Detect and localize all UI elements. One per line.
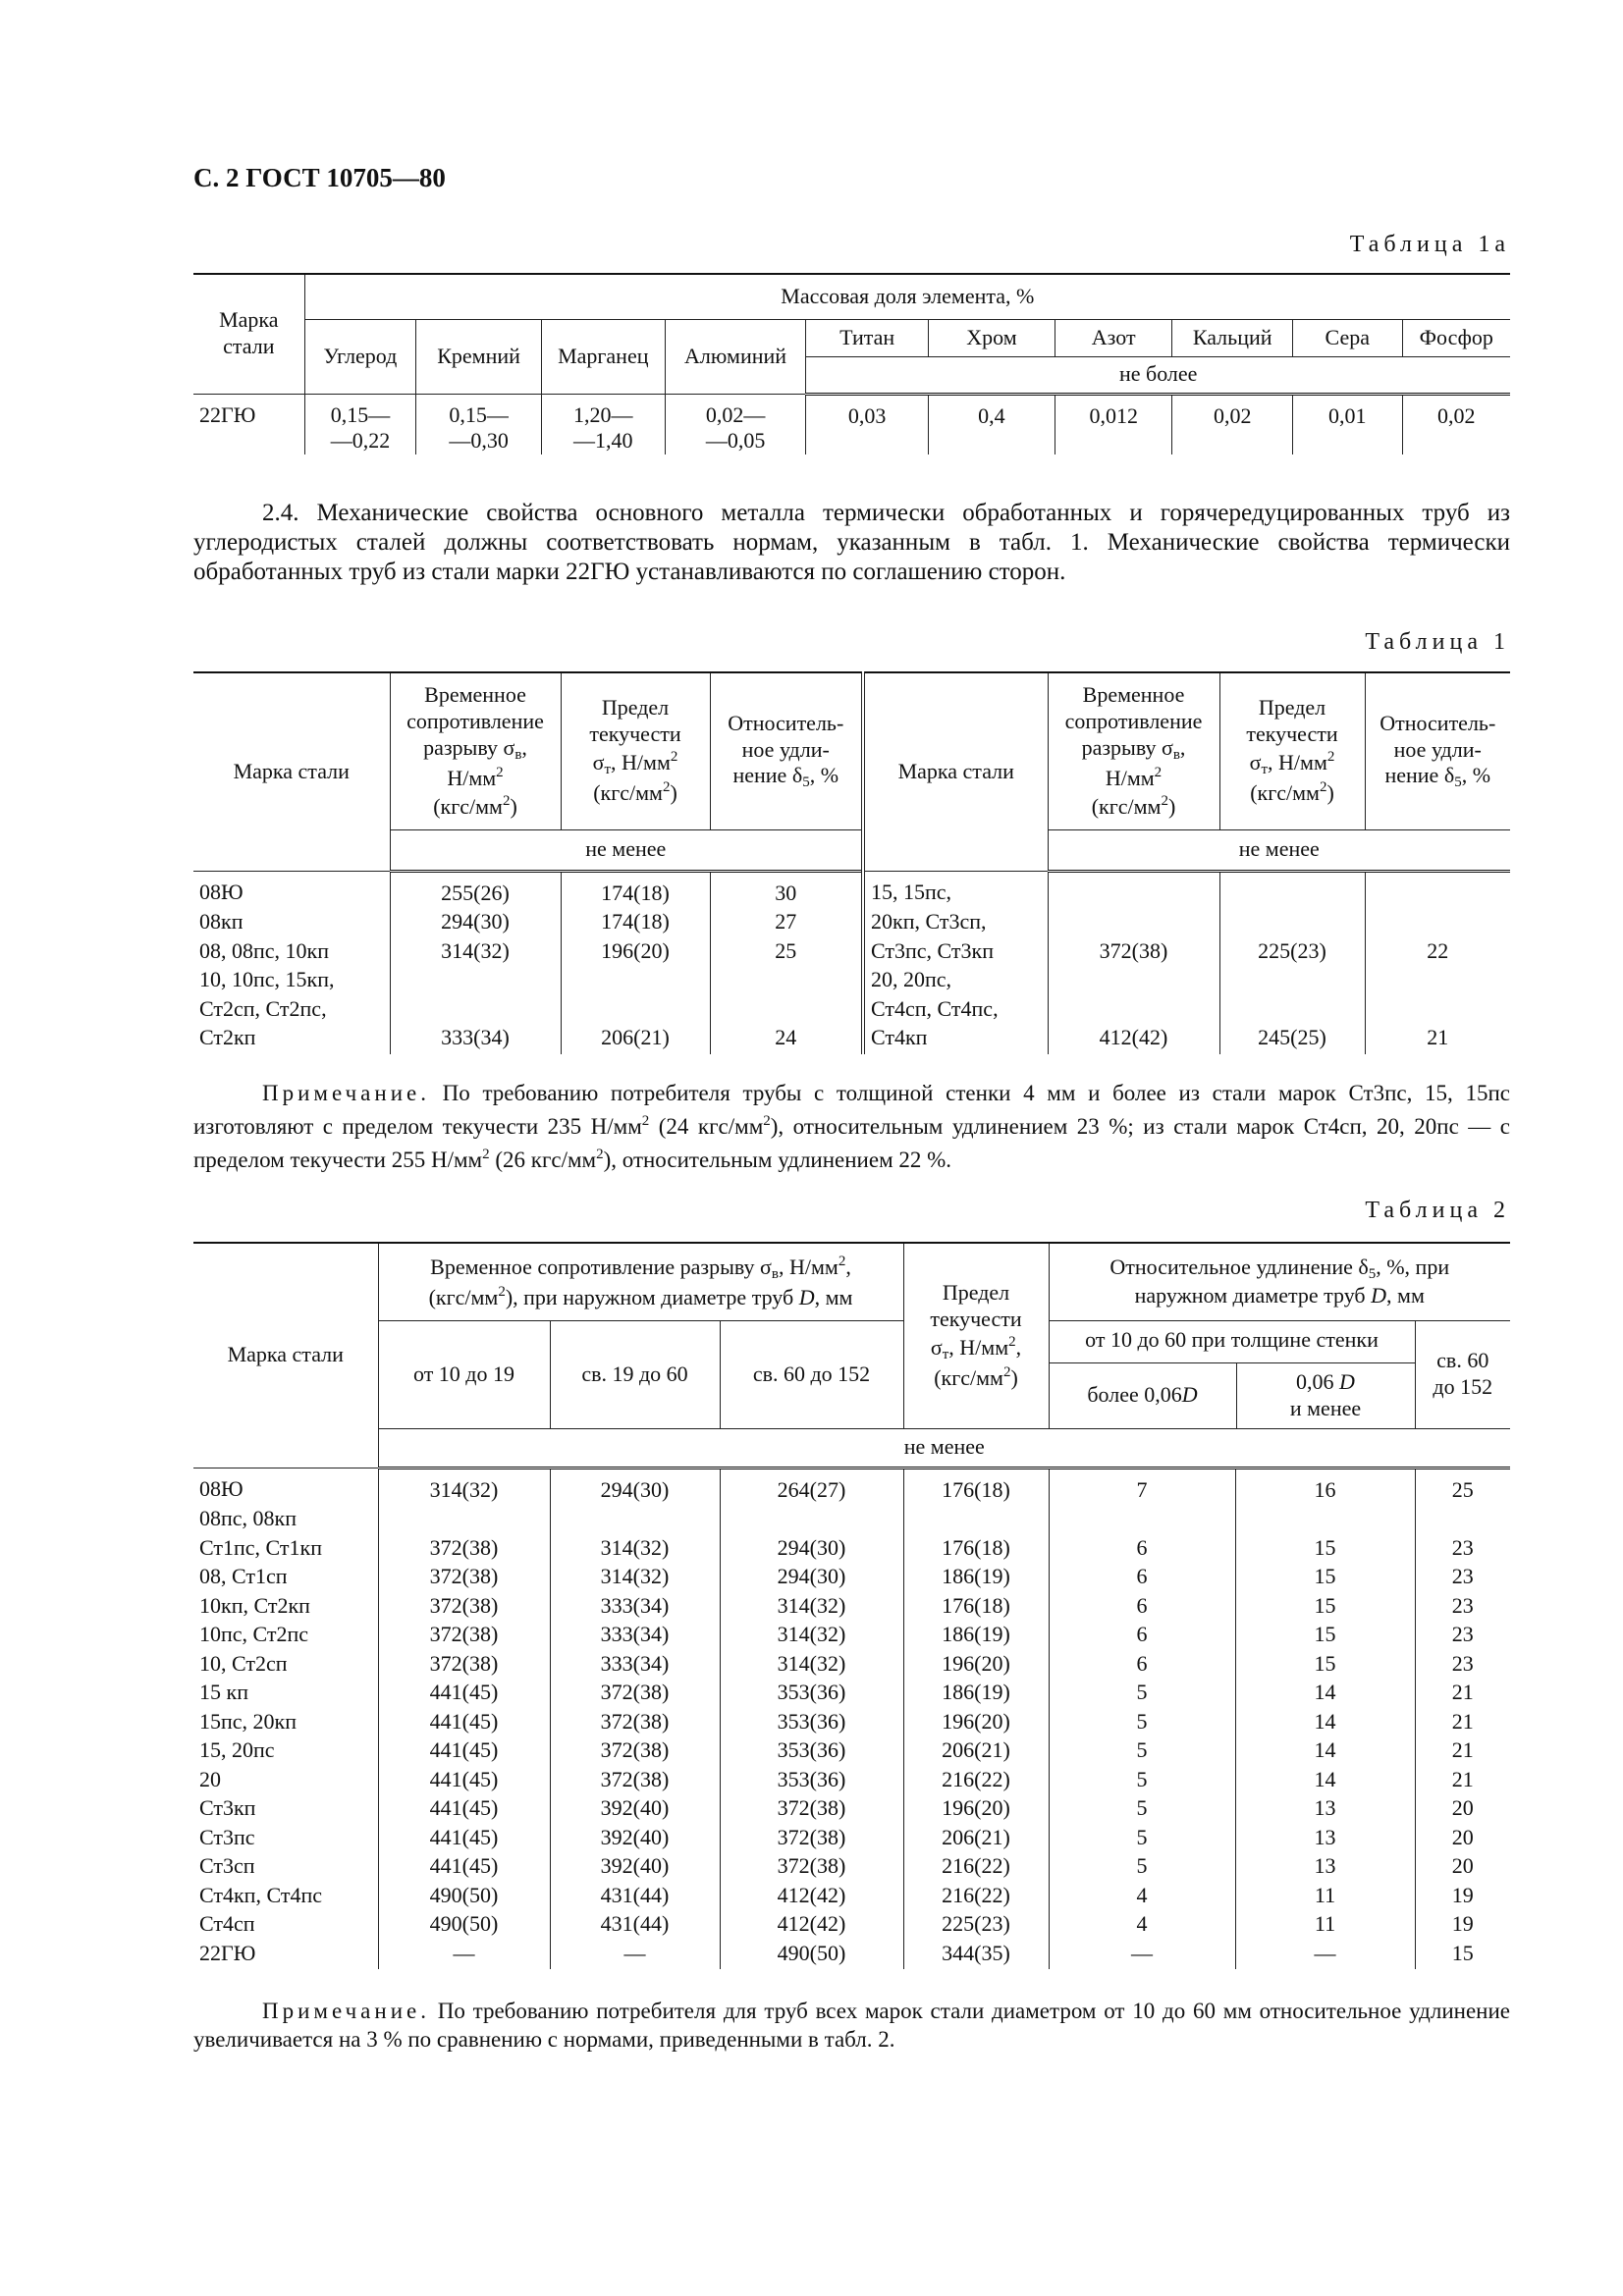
elong-wall-more-cell: 5	[1049, 1680, 1235, 1709]
table-row	[193, 1709, 1510, 1738]
grade-cell: Ст4сп, Ст4пс,	[863, 996, 1048, 1026]
col-header-min: не менее	[378, 1428, 1510, 1468]
elong-wall-less-cell: 14	[1235, 1737, 1415, 1767]
strength-d60-152-cell: 353(36)	[720, 1680, 903, 1709]
strength-cell	[390, 996, 561, 1026]
table-row	[193, 1853, 1510, 1883]
elong-wall-more-cell: 6	[1049, 1651, 1235, 1681]
col-header-yield-strength: Предел текучести $\sigma_т$, $Н/мм^2$, $(кгс/мм^2)$	[903, 1243, 1049, 1428]
note-2: Примечание. По требованию потребителя для труб всех марок стали диаметром от 10 до 60 мм относительное удлинение увеличивается на 3 % по сравнению с нормами, приведенными в табл. 2.	[193, 1999, 1510, 2052]
col-header-calcium: Кальций	[1172, 319, 1293, 356]
grade-cell: 15пс, 20кп	[193, 1709, 378, 1738]
elong-wall-less-cell: 14	[1235, 1709, 1415, 1738]
elong-wall-less-cell: 13	[1235, 1795, 1415, 1825]
table-1-body	[193, 871, 1510, 1054]
elong-d60-152-cell: 21	[1415, 1737, 1510, 1767]
strength-d10-19-cell: 314(32)	[378, 1468, 550, 1506]
strength-d60-152-cell: 372(38)	[720, 1795, 903, 1825]
elong-wall-more-cell: —	[1049, 1941, 1235, 1970]
col-header-elongation-2: Относитель- ное удли- нение $\delta_5$, %	[1365, 672, 1510, 829]
table-row	[193, 394, 1510, 454]
chromium-cell: 0,4	[928, 394, 1055, 454]
elong-wall-less-cell: 15	[1235, 1622, 1415, 1651]
yield-cell: 174(18)	[561, 871, 710, 909]
col-header-carbon: Углерод	[304, 319, 416, 394]
strength-d60-152-cell: 490(50)	[720, 1941, 903, 1970]
grade-cell: Ст1пс, Ст1кп	[193, 1535, 378, 1565]
strength-cell: 412(42)	[1048, 1025, 1219, 1054]
grade-cell: 15 кп	[193, 1680, 378, 1709]
elong-wall-less-cell: 14	[1235, 1680, 1415, 1709]
grade-cell: 10, 10пс, 15кп,	[193, 967, 390, 996]
col-header-nitrogen: Азот	[1055, 319, 1171, 356]
strength-d19-60-cell: 314(32)	[550, 1564, 720, 1593]
strength-cell: 294(30)	[390, 909, 561, 938]
note-label: Примечание.	[262, 1081, 430, 1105]
strength-d10-19-cell: 441(45)	[378, 1680, 550, 1709]
elong-d60-152-cell: 21	[1415, 1767, 1510, 1796]
col-header-wall-thickness: от 10 до 60 при толщине стенки более 0,06 D 0,06 D и менее	[1049, 1320, 1415, 1428]
manganese-cell: 1,20— —1,40	[541, 394, 665, 454]
grade-cell: 10пс, Ст2пс	[193, 1622, 378, 1651]
elongation-cell: 25	[710, 938, 863, 968]
elong-d60-152-cell: 19	[1415, 1911, 1510, 1941]
yield-cell: 174(18)	[561, 909, 710, 938]
table-row	[193, 909, 1510, 938]
strength-d19-60-cell: 392(40)	[550, 1795, 720, 1825]
strength-cell	[1048, 996, 1219, 1026]
col-header-d-19-60: св. 19 до 60	[550, 1320, 720, 1428]
strength-d60-152-cell: 372(38)	[720, 1853, 903, 1883]
strength-d19-60-cell: 372(38)	[550, 1680, 720, 1709]
yield-cell: 216(22)	[903, 1767, 1049, 1796]
col-header-min-2: не менее	[1048, 829, 1510, 871]
col-header-wall-less: 0,06 D и менее	[1289, 1368, 1362, 1420]
table-1a	[193, 273, 1510, 454]
strength-d60-152-cell: 372(38)	[720, 1825, 903, 1854]
col-header-min: не менее	[390, 829, 863, 871]
table-row	[193, 1506, 1510, 1535]
table-row	[193, 1825, 1510, 1854]
grade-cell: 10кп, Ст2кп	[193, 1593, 378, 1623]
elong-wall-more-cell: 6	[1049, 1535, 1235, 1565]
elong-wall-more-cell: 5	[1049, 1853, 1235, 1883]
yield-cell: 206(21)	[903, 1825, 1049, 1854]
elong-wall-less-cell	[1235, 1506, 1415, 1535]
strength-d10-19-cell: 441(45)	[378, 1767, 550, 1796]
grade-cell: 15, 20пс	[193, 1737, 378, 1767]
elong-d60-152-cell: 23	[1415, 1564, 1510, 1593]
grade-cell: Ст3пс, Ст3кп	[863, 938, 1048, 968]
grade-cell: 10, Ст2сп	[193, 1651, 378, 1681]
elong-wall-less-cell: 11	[1235, 1911, 1415, 1941]
strength-cell: 372(38)	[1048, 938, 1219, 968]
elong-d60-152-cell: 23	[1415, 1651, 1510, 1681]
elong-d60-152-cell: 21	[1415, 1709, 1510, 1738]
grade-cell: 08, 08пс, 10кп	[193, 938, 390, 968]
strength-d10-19-cell: 441(45)	[378, 1709, 550, 1738]
grade-cell: 15, 15пс,	[863, 871, 1048, 909]
elong-d60-152-cell: 20	[1415, 1825, 1510, 1854]
elong-d60-152-cell: 21	[1415, 1680, 1510, 1709]
yield-cell	[1219, 909, 1365, 938]
elong-d60-152-cell: 23	[1415, 1535, 1510, 1565]
elongation-cell	[1365, 967, 1510, 996]
strength-d10-19-cell: 372(38)	[378, 1593, 550, 1623]
elong-d60-152-cell: 25	[1415, 1468, 1510, 1506]
elongation-cell: 24	[710, 1025, 863, 1054]
col-header-manganese: Марганец	[541, 319, 665, 394]
table-row	[193, 871, 1510, 909]
elong-wall-less-cell: 15	[1235, 1535, 1415, 1565]
elong-wall-less-cell: 13	[1235, 1825, 1415, 1854]
strength-d60-152-cell: 353(36)	[720, 1709, 903, 1738]
strength-d19-60-cell: 333(34)	[550, 1651, 720, 1681]
strength-d10-19-cell: 372(38)	[378, 1622, 550, 1651]
strength-d60-152-cell	[720, 1506, 903, 1535]
page-header: С. 2 ГОСТ 10705—80	[193, 163, 446, 192]
table-row	[193, 1883, 1510, 1912]
strength-d10-19-cell: 490(50)	[378, 1911, 550, 1941]
col-header-grade-2: Марка стали	[863, 672, 1048, 871]
strength-d19-60-cell: 294(30)	[550, 1468, 720, 1506]
elong-wall-less-cell: 14	[1235, 1767, 1415, 1796]
strength-d19-60-cell: 431(44)	[550, 1883, 720, 1912]
nitrogen-cell: 0,012	[1055, 394, 1171, 454]
strength-d60-152-cell: 264(27)	[720, 1468, 903, 1506]
elong-wall-more-cell: 5	[1049, 1825, 1235, 1854]
elongation-cell: 22	[1365, 938, 1510, 968]
grade-cell: Ст2сп, Ст2пс,	[193, 996, 390, 1026]
table-row	[193, 1941, 1510, 1970]
elong-wall-less-cell: —	[1235, 1941, 1415, 1970]
strength-d10-19-cell: 441(45)	[378, 1825, 550, 1854]
strength-d19-60-cell: 333(34)	[550, 1622, 720, 1651]
col-header-titanium: Титан	[806, 319, 928, 356]
col-header-d-60-152: св. 60 до 152	[720, 1320, 903, 1428]
col-header-wall-more: более 0,06 D	[1050, 1363, 1237, 1428]
strength-d19-60-cell: 372(38)	[550, 1767, 720, 1796]
strength-d60-152-cell: 353(36)	[720, 1737, 903, 1767]
yield-cell: 225(23)	[903, 1911, 1049, 1941]
elongation-cell	[1365, 996, 1510, 1026]
elong-wall-more-cell: 6	[1049, 1593, 1235, 1623]
yield-cell: 206(21)	[561, 1025, 710, 1054]
table-row	[193, 1651, 1510, 1681]
strength-d10-19-cell: —	[378, 1941, 550, 1970]
strength-d60-152-cell: 314(32)	[720, 1651, 903, 1681]
table-row	[193, 938, 1510, 968]
elong-wall-less-cell: 13	[1235, 1853, 1415, 1883]
elong-wall-more-cell: 7	[1049, 1468, 1235, 1506]
table-row	[193, 1795, 1510, 1825]
elong-d60-152-cell: 23	[1415, 1622, 1510, 1651]
yield-cell: 186(19)	[903, 1680, 1049, 1709]
elong-wall-more-cell: 6	[1049, 1564, 1235, 1593]
note-1: Примечание. По требованию потребителя трубы с толщиной стенки 4 мм и более из стали марок Ст3пс, 15, 15пс изготовляют с пределом текучести 235 $Н/мм^2$ (24 кгс/$мм^2$), относительным удлинением 23 %; из стали марок Ст4сп, 20, 20пс — с пределом текучести 255 $Н/мм^2$ (26 кгс/$мм^2$), относительным удлинением 22 %.	[193, 1081, 1510, 1172]
strength-cell: 255(26)	[390, 871, 561, 909]
yield-cell	[561, 967, 710, 996]
yield-cell: 196(20)	[903, 1795, 1049, 1825]
strength-cell	[1048, 967, 1219, 996]
table-row	[193, 1564, 1510, 1593]
strength-d19-60-cell: 372(38)	[550, 1709, 720, 1738]
col-header-max: не более	[806, 356, 1510, 394]
table-row	[193, 1767, 1510, 1796]
carbon-cell: 0,15— —0,22	[304, 394, 416, 454]
calcium-cell: 0,02	[1172, 394, 1293, 454]
elong-wall-less-cell: 15	[1235, 1651, 1415, 1681]
strength-d60-152-cell: 412(42)	[720, 1911, 903, 1941]
col-header-chromium: Хром	[928, 319, 1055, 356]
strength-d60-152-cell: 314(32)	[720, 1622, 903, 1651]
elongation-cell	[1365, 909, 1510, 938]
strength-d60-152-cell: 314(32)	[720, 1593, 903, 1623]
table-1-caption: Таблица 1	[1365, 629, 1510, 655]
elongation-cell	[1365, 871, 1510, 909]
elong-wall-more-cell: 5	[1049, 1709, 1235, 1738]
table-2	[193, 1242, 1510, 1969]
grade-cell: 08кп	[193, 909, 390, 938]
col-header-grade: Марка стали	[193, 274, 304, 394]
strength-d10-19-cell	[378, 1506, 550, 1535]
silicon-cell: 0,15— —0,30	[416, 394, 542, 454]
strength-d10-19-cell: 372(38)	[378, 1535, 550, 1565]
yield-cell: 225(23)	[1219, 938, 1365, 968]
elong-wall-more-cell	[1049, 1506, 1235, 1535]
grade-cell: Ст3сп	[193, 1853, 378, 1883]
grade-cell: 22ГЮ	[193, 1941, 378, 1970]
grade-cell: Ст4кп, Ст4пс	[193, 1883, 378, 1912]
strength-cell	[390, 967, 561, 996]
elongation-cell: 21	[1365, 1025, 1510, 1054]
elong-d60-152-cell: 20	[1415, 1853, 1510, 1883]
col-header-yield-strength-2: Предел текучести $\sigma_т$, $Н/мм^2$ $(кгс/мм^2)$	[1219, 672, 1365, 829]
yield-cell: 245(25)	[1219, 1025, 1365, 1054]
grade-cell: 22ГЮ	[193, 394, 304, 454]
table-row	[193, 1535, 1510, 1565]
elong-wall-more-cell: 6	[1049, 1622, 1235, 1651]
table-row	[193, 1468, 1510, 1506]
col-header-tensile-strength: Временное сопротивление разрыву $\sigma_в$, $Н/мм^2$, $(кгс/мм^2)$, при наружном диаметре труб D, мм	[378, 1243, 903, 1320]
yield-cell: 196(20)	[903, 1651, 1049, 1681]
yield-cell	[1219, 996, 1365, 1026]
col-header-d-10-19: от 10 до 19	[378, 1320, 550, 1428]
table-row	[193, 1593, 1510, 1623]
strength-d10-19-cell: 490(50)	[378, 1883, 550, 1912]
grade-cell: Ст4кп	[863, 1025, 1048, 1054]
strength-d60-152-cell: 294(30)	[720, 1564, 903, 1593]
grade-cell: 20кп, Ст3сп,	[863, 909, 1048, 938]
strength-d10-19-cell: 441(45)	[378, 1737, 550, 1767]
table-1	[193, 671, 1510, 1054]
yield-cell: 176(18)	[903, 1468, 1049, 1506]
col-header-tensile-strength: Временное сопротивление разрыву $\sigma_в$, $Н/мм^2$ $(кгс/мм^2)$	[390, 672, 561, 829]
strength-d60-152-cell: 353(36)	[720, 1767, 903, 1796]
yield-cell: 206(21)	[903, 1737, 1049, 1767]
yield-cell	[561, 996, 710, 1026]
strength-d19-60-cell: —	[550, 1941, 720, 1970]
yield-cell: 176(18)	[903, 1593, 1049, 1623]
strength-d19-60-cell: 372(38)	[550, 1737, 720, 1767]
grade-cell: 08Ю	[193, 1468, 378, 1506]
elongation-cell	[710, 967, 863, 996]
grade-cell: Ст2кп	[193, 1025, 390, 1054]
col-header-silicon: Кремний	[416, 319, 542, 394]
strength-d19-60-cell: 333(34)	[550, 1593, 720, 1623]
strength-d60-152-cell: 412(42)	[720, 1883, 903, 1912]
col-header-aluminium: Алюминий	[665, 319, 806, 394]
grade-cell: 20	[193, 1767, 378, 1796]
table-row	[193, 967, 1510, 996]
col-header-sulfur: Сера	[1292, 319, 1402, 356]
elong-d60-152-cell: 19	[1415, 1883, 1510, 1912]
yield-cell: 196(20)	[903, 1709, 1049, 1738]
grade-cell: Ст3пс	[193, 1825, 378, 1854]
col-header-elongation: Относитель- ное удли- нение $\delta_5$, %	[710, 672, 863, 829]
yield-cell: 216(22)	[903, 1883, 1049, 1912]
yield-cell: 186(19)	[903, 1564, 1049, 1593]
elongation-cell: 27	[710, 909, 863, 938]
strength-cell	[1048, 871, 1219, 909]
strength-d10-19-cell: 372(38)	[378, 1564, 550, 1593]
yield-cell: 344(35)	[903, 1941, 1049, 1970]
col-header-tensile-strength-2: Временное сопротивление разрыву $\sigma_в$, $Н/мм^2$ $(кгс/мм^2)$	[1048, 672, 1219, 829]
yield-cell	[1219, 871, 1365, 909]
grade-cell: Ст3кп	[193, 1795, 378, 1825]
elong-d60-152-cell: 20	[1415, 1795, 1510, 1825]
table-row	[193, 1622, 1510, 1651]
table-row	[193, 1737, 1510, 1767]
strength-d19-60-cell	[550, 1506, 720, 1535]
table-row	[193, 1911, 1510, 1941]
grade-cell: 08пс, 08кп	[193, 1506, 378, 1535]
grade-cell: Ст4сп	[193, 1911, 378, 1941]
table-row	[193, 1680, 1510, 1709]
elong-wall-more-cell: 5	[1049, 1795, 1235, 1825]
note-label: Примечание.	[262, 1999, 430, 2023]
paragraph-2-4: 2.4. Механические свойства основного металла термически обработанных и горячередуцированных труб из углеродистых сталей должны соответствовать нормам, указанным в табл. 1. Механические свойства термически обработанных труб из стали марки 22ГЮ устанавливаются по соглашению сторон.	[193, 500, 1510, 585]
col-header-mass-fraction: Массовая доля элемента, %	[304, 274, 1510, 319]
strength-d19-60-cell: 431(44)	[550, 1911, 720, 1941]
col-header-grade: Марка стали	[193, 672, 390, 871]
elong-wall-more-cell: 5	[1049, 1737, 1235, 1767]
col-header-phosphorus: Фосфор	[1402, 319, 1510, 356]
grade-cell: 20, 20пс,	[863, 967, 1048, 996]
elong-d60-152-cell: 23	[1415, 1593, 1510, 1623]
elong-wall-more-cell: 4	[1049, 1911, 1235, 1941]
elong-wall-more-cell: 5	[1049, 1767, 1235, 1796]
table-2-caption: Таблица 2	[1365, 1198, 1510, 1223]
strength-d10-19-cell: 441(45)	[378, 1795, 550, 1825]
sulfur-cell: 0,01	[1292, 394, 1402, 454]
yield-cell: 176(18)	[903, 1535, 1049, 1565]
strength-cell	[1048, 909, 1219, 938]
strength-d10-19-cell: 441(45)	[378, 1853, 550, 1883]
col-header-d-60-152-elong: св. 60 до 152	[1415, 1320, 1510, 1428]
yield-cell: 216(22)	[903, 1853, 1049, 1883]
strength-d19-60-cell: 392(40)	[550, 1853, 720, 1883]
strength-d19-60-cell: 314(32)	[550, 1535, 720, 1565]
table-row	[193, 1025, 1510, 1054]
elongation-cell	[710, 996, 863, 1026]
strength-d19-60-cell: 392(40)	[550, 1825, 720, 1854]
strength-d10-19-cell: 372(38)	[378, 1651, 550, 1681]
yield-cell: 186(19)	[903, 1622, 1049, 1651]
col-header-grade: Марка стали	[193, 1243, 378, 1468]
yield-cell	[903, 1506, 1049, 1535]
table-2-body	[193, 1468, 1510, 1969]
strength-cell: 333(34)	[390, 1025, 561, 1054]
table-row	[193, 996, 1510, 1026]
grade-cell: 08Ю	[193, 871, 390, 909]
elong-wall-less-cell: 15	[1235, 1564, 1415, 1593]
elongation-cell: 30	[710, 871, 863, 909]
elong-d60-152-cell: 15	[1415, 1941, 1510, 1970]
strength-d60-152-cell: 294(30)	[720, 1535, 903, 1565]
yield-cell: 196(20)	[561, 938, 710, 968]
elong-wall-more-cell: 4	[1049, 1883, 1235, 1912]
col-header-yield-strength: Предел текучести $\sigma_т$, $Н/мм^2$ $(кгс/мм^2)$	[561, 672, 710, 829]
yield-cell	[1219, 967, 1365, 996]
phosphorus-cell: 0,02	[1402, 394, 1510, 454]
titanium-cell: 0,03	[806, 394, 928, 454]
elong-wall-less-cell: 15	[1235, 1593, 1415, 1623]
elong-wall-less-cell: 16	[1235, 1468, 1415, 1506]
col-header-elongation: Относительное удлинение $\delta_5$, %, при наружном диаметре труб D, мм	[1049, 1243, 1510, 1320]
elong-d60-152-cell	[1415, 1506, 1510, 1535]
strength-cell: 314(32)	[390, 938, 561, 968]
table-1a-caption: Таблица 1а	[1349, 232, 1510, 257]
elong-wall-less-cell: 11	[1235, 1883, 1415, 1912]
aluminium-cell: 0,02— —0,05	[665, 394, 806, 454]
grade-cell: 08, Ст1сп	[193, 1564, 378, 1593]
